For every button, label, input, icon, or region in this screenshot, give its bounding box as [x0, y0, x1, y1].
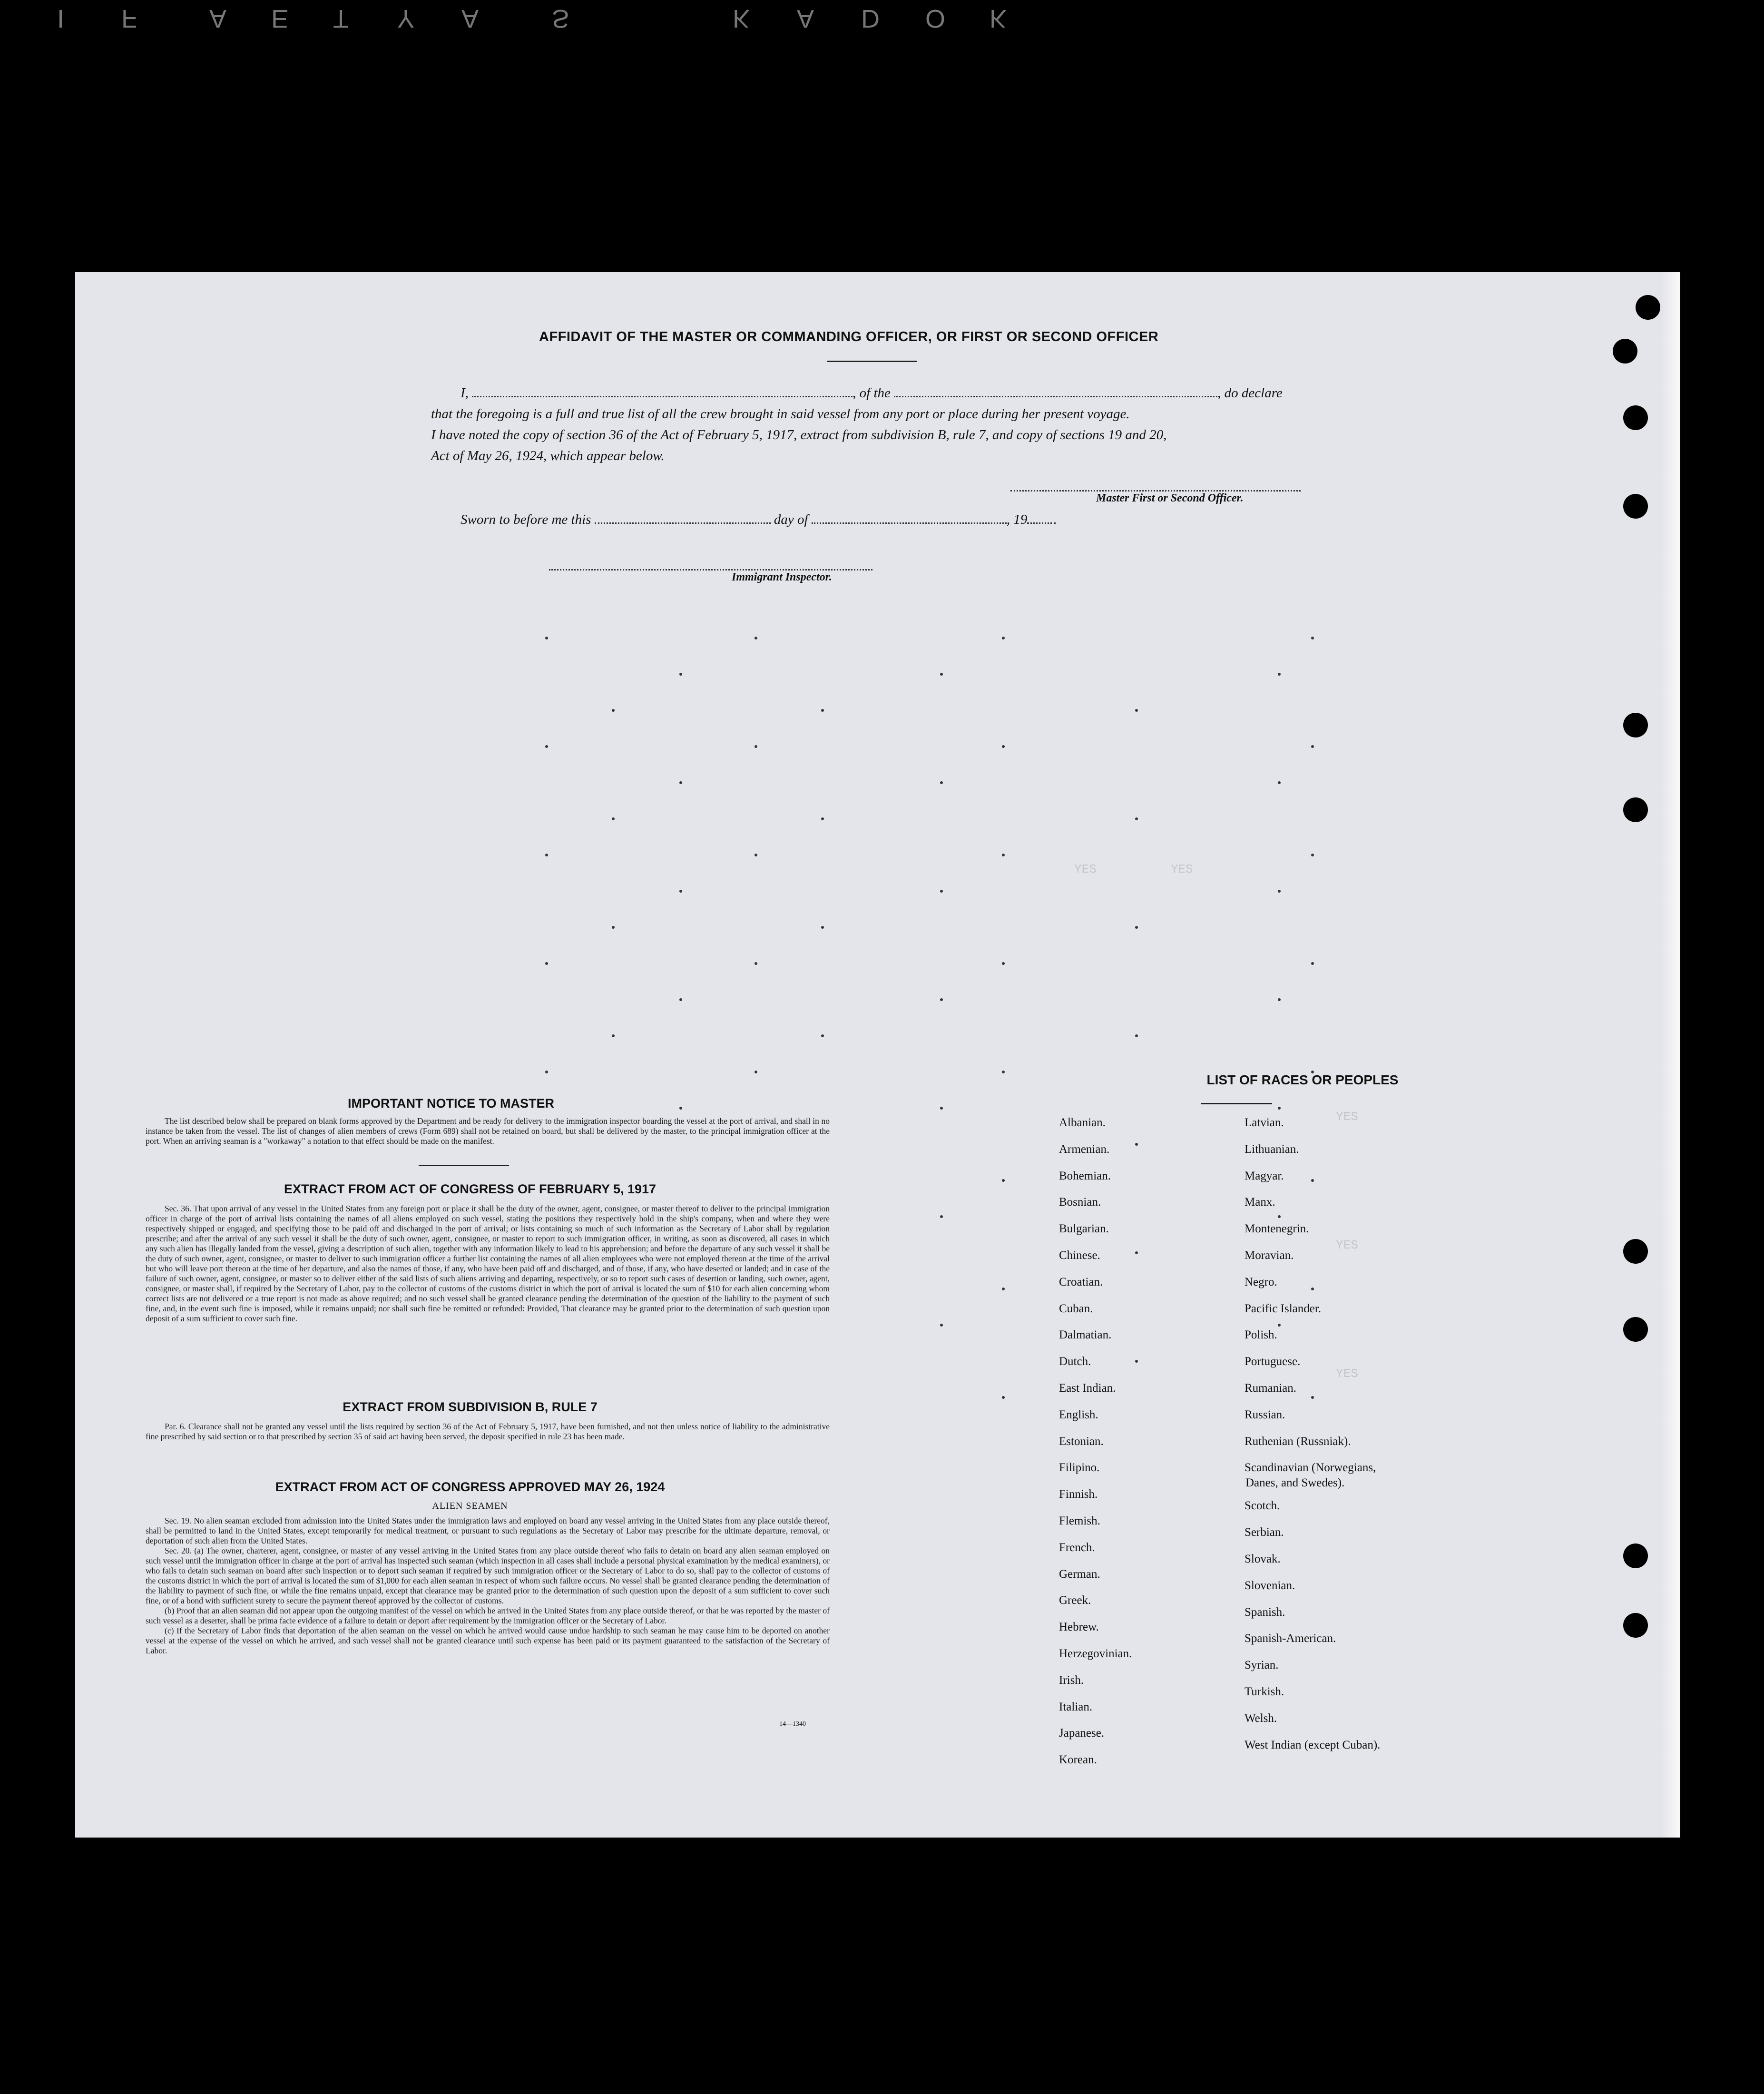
- race-item: Magyar.: [1245, 1169, 1284, 1182]
- film-letter: S: [552, 4, 569, 33]
- sec-20b-paragraph: (b) Proof that an alien seaman did not appear upon the outgoing manifest of the vessel on which he arrived in the United States from any place outside thereof, or that he was reported by the master of such vessel as a deserter, shall be prima facie evidence of a failure to detain or deport after requirement by the immigration officer or the Secretary of Labor.: [146, 1606, 830, 1625]
- races-rule: [1201, 1103, 1272, 1104]
- grid-dot: [940, 1324, 943, 1327]
- master-signature-field[interactable]: [1010, 483, 1301, 492]
- grid-dot: [679, 781, 682, 784]
- race-item: German.: [1059, 1567, 1100, 1581]
- race-item: Bosnian.: [1059, 1196, 1101, 1209]
- race-item: West Indian (except Cuban).: [1245, 1738, 1381, 1751]
- year-prefix: , 19: [1006, 512, 1028, 527]
- notice-paragraph: The list described below shall be prepared on blank forms approved by the Department and be ready for delivery to the immigration inspector boarding the vessel at the port of arrival, and shall in no instance be taken from the vessel. The list of changes of alien members of crews (Form 689) shall not be retained on board, but shall be delivered by the master, to the principal immigration officer at the port. When an arriving seaman is a "workaway" a notation to that effect should be made on the manifest.: [146, 1116, 830, 1146]
- film-letter: I: [57, 4, 65, 33]
- film-letter: K: [990, 4, 1007, 33]
- race-item: Polish.: [1245, 1328, 1277, 1342]
- sworn-before-label: Sworn to before me this: [461, 512, 591, 527]
- form-number: 14—1340: [779, 1720, 806, 1728]
- film-letter: A: [461, 4, 479, 33]
- extract-1917-title: EXTRACT FROM ACT OF CONGRESS OF FEBRUARY 5, 1917: [284, 1182, 657, 1196]
- race-item: Japanese.: [1059, 1727, 1105, 1740]
- page-edge: [1661, 272, 1680, 1838]
- grid-dot: [1002, 637, 1005, 639]
- race-item: French.: [1059, 1541, 1095, 1554]
- race-item: Manx.: [1245, 1196, 1275, 1209]
- race-item: Cuban.: [1059, 1302, 1093, 1315]
- grid-dot: [821, 926, 824, 929]
- grid-dot: [755, 745, 757, 748]
- races-title: LIST OF RACES OR PEOPLES: [1206, 1072, 1399, 1087]
- grid-dot: [1135, 1034, 1138, 1037]
- grid-dot: [612, 1034, 615, 1037]
- grid-dot: [940, 1215, 943, 1218]
- affidavit-of-the: , of the: [853, 385, 891, 401]
- grid-dot: [679, 673, 682, 676]
- affidavit-i: I,: [461, 385, 469, 401]
- extract-1924-title: EXTRACT FROM ACT OF CONGRESS APPROVED MAY 26, 1924: [275, 1480, 665, 1494]
- affidavit-line-2: that the foregoing is a full and true list of all the crew brought in said vessel from any port or place during her present voyage.: [431, 406, 1130, 422]
- race-item: Serbian.: [1245, 1526, 1284, 1539]
- race-item: Croatian.: [1059, 1275, 1103, 1288]
- grid-dot: [1135, 709, 1138, 712]
- notice-rule: [419, 1165, 509, 1166]
- grid-dot: [545, 962, 548, 965]
- film-letter: Y: [397, 4, 415, 33]
- race-item: Turkish.: [1245, 1685, 1284, 1698]
- master-name-field[interactable]: [472, 389, 853, 397]
- film-letter: O: [925, 4, 946, 33]
- binder-hole: [1623, 1239, 1648, 1264]
- race-item: Russian.: [1245, 1408, 1285, 1421]
- race-item: Irish.: [1059, 1673, 1084, 1687]
- grid-dot: [1278, 890, 1281, 893]
- race-item: Slovenian.: [1245, 1579, 1295, 1592]
- race-item: Lithuanian.: [1245, 1142, 1299, 1156]
- grid-dot: [821, 709, 824, 712]
- sworn-line: [461, 509, 1056, 530]
- binder-hole: [1623, 1543, 1648, 1568]
- race-item: Latvian.: [1245, 1116, 1284, 1129]
- sec-20a-paragraph: Sec. 20. (a) The owner, charterer, agent, consignee, or master of any vessel arriving in the United States from any place outside thereof who fails to detain on board any alien seaman employed on such vessel until the immigration officer in charge at the port of arrival has inspected such seaman (which inspection in all cases shall include a personal physical examination by the medical examiners), or who fails to detain such seaman on board after such inspection or to deport such seaman if required by such immigration officer or the Secretary of Labor to do so, shall pay to the collector of customs of the customs district in which the port of arrival is located the sum of $1,000 for each alien seaman in respect of whom such failure occurs. No vessel shall be granted clearance pending the determination of the liability to payment of such fine, or while the fine remains unpaid, except that clearance may be granted prior to the determination of such question upon the deposit of a sum sufficient to cover such fine, or of a bond with sufficient surety to secure the payment thereof approved by the collector of customs.: [146, 1546, 830, 1605]
- race-item: Moravian.: [1245, 1249, 1294, 1262]
- film-letter: T: [333, 4, 349, 33]
- grid-dot: [940, 781, 943, 784]
- race-item: Syrian.: [1245, 1659, 1279, 1672]
- grid-dot: [1278, 673, 1281, 676]
- extract-1917-text: [146, 1204, 830, 1324]
- race-item: Bohemian.: [1059, 1169, 1111, 1182]
- document-page: YES YES YES YES YES AFFIDAVIT OF THE MASTER OR COMMANDING OFFICER, OR FIRST OR SECOND OFFICER I, , of the , do declare that the foregoing is a full and true list of all the crew brought in said vessel from any port or place during her present voyage. I have noted the copy of section 36 of the Act of February 5, 1917, extract from subdivision B, rule 7, and copy of sections 19 and 20, Act of May 26, 1924, which appear below. Master First or Second Officer. Sworn to before me this day of , 19 Immigrant Inspector. IMPORTANT NOTICE TO MASTER The list described below shall be prepared on blank forms approved by the Department and be ready for delivery to the immigration inspector boarding the vessel at the port of arrival, and shall in no instance be taken from the vessel. The list of changes of alien members of crews (Form 689) shall not be retained on board, but shall be delivered by the master, to the principal immigration officer at the port. When an arriving seaman is a "workaway" a notation to that effect should be made on the manifest. EXTRACT FROM ACT OF CONGRESS OF FEBRUARY 5, 1917 Sec. 36. That upon arrival of any vessel in the United States from any foreign port or place it shall be the duty of the owner, agent, consignee, or master thereof to deliver to the principal immigration officer in charge of the port of arrival lists containing the names of all aliens employed on such vessel, stating the positions they respectively hold in the ship's company, when and where they were respectively shipped or engaged, and specifying those to be paid off and discharged in the port of arrival; or lists containing so much of such information as the Secretary of Labor shall by regulation prescribe; and after the arrival of any such vessel it shall be the duty of such owner, agent, consignee, or master to report to such immigration officer, in writing, as soon as discovered, all cases in which any such alien has illegally landed from the vessel, giving a description of such alien, together with any information likely to lead to his apprehension; and before the departure of any such vessel it shall be the duty of such owner, agent, consignee, or master to deliver to such immigration officer a further list containing the names of all alien employees who were not employed thereon at the time of the arrival but who will leave port thereon at the time of her departure, and also the names of those, if any, who have been paid off and discharged, and of those, if any, who have deserted or landed; and in case of the failure of such owner, agent, consignee, or master so to deliver either of the said lists of such aliens arriving and departing, respectively, or so to report such cases of desertion or landing, such owner, agent, consignee, or master shall, if required by the Secretary of Labor, pay to the collector of customs of the customs district in which the port of arrival is located the sum of $10 for each alien concerning whom correct lists are not delivered or a true report is not made as above required; and no such vessel shall be granted clearance pending the determination of the question of the liability to the payment of such fine, and, in the event such fine is imposed, while it remains unpaid; nor shall such fine be remitted or refunded: Provided, That clearance may be granted prior to the determination of such question upon deposit of a sum sufficient to cover such fine. EXTRACT FROM SUBDIVISION B, RULE 7 Par. 6. Clearance shall not be granted any vessel until the lists required by section 36 of the Act of February 5, 1917, have been furnished, and not then unless notice of liability to the administrative fine prescribed by said section or to that prescribed by section 35 of said act having been served, the deposit specified in rule 23 has been made. EXTRACT FROM ACT OF CONGRESS APPROVED MAY 26, 1924 ALIEN SEAMEN Sec. 19. No alien seaman excluded from admission into the United States under the immigration laws and employed on board any vessel arriving in the United States from any place outside thereof, shall be permitted to land in the United States, except temporarily for medical treatment, or pursuant to such regulations as the Secretary of Labor may prescribe for the ultimate departure, removal, or deportation of such alien from the United States. Sec. 20. (a) The owner, charterer, agent, consignee, or master of any vessel arriving in the United States from any place outside thereof who fails to detain on board any alien seaman employed on such vessel until the immigration officer in charge at the port of arrival has inspected such seaman (which inspection in all cases shall include a personal physical examination by the medical examiners), or who fails to detain such seaman on board after such inspection or to deport such seaman if required by such immigration officer or the Secretary of Labor to do so, shall pay to the collector of customs of the customs district in which the port of arrival is located the sum of $1,000 for each alien seaman in respect of whom such failure occurs. No vessel shall be granted clearance pending the determination of the liability to payment of such fine, or while the fine remains unpaid, except that clearance may be granted prior to the determination of such question upon the deposit of a sum sufficient to cover such fine, or of a bond with sufficient surety to secure the payment thereof approved by the collector of customs. (b) Proof that an alien seaman did not appear upon the outgoing manifest of the vessel on which he arrived in the United States from any place outside thereof, or that he was reported by the master of such vessel as a deserter, shall be prima facie evidence of a failure to detain or deport after requirement by the immigration officer or the Secretary of Labor. (c) If the Secretary of Labor finds that deportation of the alien seaman on the vessel on which he arrived would cause undue hardship to such seaman he may cause him to be deported on another vessel at the expense of the vessel on which he arrived, and such vessel shall not be granted clearance until such expense has been paid or its payment guaranteed to the satisfaction of the Secretary of Labor. 14—1340 LIST OF RACES OR PEOPLES Albanian. Armenian. Bohemian. Bosnian. Bulgarian. Chinese. Croatian. Cuban. Dalmatian. Dutch. East Indian. English. Estonian. Filipino. Finnish. Flemish. French. German. Greek. Hebrew. Herzegovinian. Irish. Italian. Japanese. Korean. Latvian. Lithuanian. Magyar. Manx. Montenegrin. Moravian. Negro. Pacific Islander. Polish. Portuguese. Rumanian. Russian. Ruthenian (Russniak). Scandinavian (Norwegians, Danes, and Swedes). Scotch. Serbian. Slovak. Slovenian. Spanish. Spanish-American. Syrian. Turkish. Welsh. West Indian (except Cuban).: [75, 272, 1680, 1838]
- race-item: Finnish.: [1059, 1488, 1098, 1501]
- grid-dot: [545, 745, 548, 748]
- grid-dot: [612, 926, 615, 929]
- race-item: Hebrew.: [1059, 1621, 1099, 1634]
- grid-dot: [940, 673, 943, 676]
- binder-hole: [1623, 494, 1648, 519]
- grid-dot: [940, 890, 943, 893]
- race-item: Flemish.: [1059, 1514, 1100, 1527]
- binder-hole: [1623, 797, 1648, 822]
- film-letter: F: [121, 4, 137, 33]
- grid-dot: [1278, 998, 1281, 1001]
- race-item: Herzegovinian.: [1059, 1647, 1132, 1660]
- affidavit-line-3: I have noted the copy of section 36 of the Act of February 5, 1917, extract from subdivision B, rule 7, and copy of sections 19 and 20,: [431, 427, 1167, 442]
- race-item: Portuguese.: [1245, 1355, 1301, 1368]
- affidavit-line-1: [461, 383, 1283, 403]
- film-letter: K: [733, 4, 750, 33]
- race-item: Filipino.: [1059, 1461, 1100, 1475]
- title-rule: [827, 361, 917, 362]
- affidavit-line-4: Act of May 26, 1924, which appear below.: [431, 448, 665, 463]
- grid-dot: [1002, 854, 1005, 856]
- sworn-day-field[interactable]: [595, 516, 771, 524]
- film-letter: A: [797, 4, 814, 33]
- race-item: Ruthenian (Russniak).: [1245, 1435, 1351, 1448]
- grid-dot: [545, 1071, 548, 1073]
- alien-seamen-subtitle: ALIEN SEAMEN: [432, 1501, 508, 1511]
- grid-dot: [1002, 1396, 1005, 1399]
- grid-dot: [1311, 1179, 1314, 1182]
- grid-dot: [1311, 854, 1314, 856]
- affidavit-declare: , do declare: [1217, 385, 1283, 401]
- grid-dot: [1278, 781, 1281, 784]
- race-item: Danes, and Swedes).: [1245, 1476, 1345, 1490]
- race-item: Montenegrin.: [1245, 1222, 1309, 1236]
- race-item: Spanish-American.: [1245, 1632, 1336, 1645]
- film-letter: E: [271, 4, 289, 33]
- race-item: Negro.: [1245, 1275, 1277, 1288]
- grid-dot: [940, 998, 943, 1001]
- master-signature-label: Master First or Second Officer.: [1096, 492, 1244, 504]
- extract-1924-text: [146, 1516, 830, 1656]
- grid-dot: [612, 817, 615, 820]
- race-item: Greek.: [1059, 1594, 1091, 1607]
- binder-hole: [1636, 295, 1660, 320]
- race-item: Albanian.: [1059, 1116, 1106, 1129]
- extract-rule7-text: [146, 1422, 830, 1442]
- race-item: Slovak.: [1245, 1553, 1281, 1565]
- grid-dot: [1002, 1071, 1005, 1073]
- grid-dot: [755, 637, 757, 639]
- grid-dot: [1135, 1143, 1138, 1146]
- grid-dot: [679, 890, 682, 893]
- race-item: Scandinavian (Norwegians,: [1245, 1461, 1376, 1475]
- day-of-label: day of: [774, 512, 808, 527]
- grid-dot: [1002, 1288, 1005, 1290]
- race-item: Dutch.: [1059, 1355, 1091, 1368]
- binder-hole: [1623, 405, 1648, 430]
- notice-title: IMPORTANT NOTICE TO MASTER: [348, 1096, 554, 1111]
- inspector-signature-field[interactable]: [549, 562, 872, 570]
- affidavit-title: AFFIDAVIT OF THE MASTER OR COMMANDING OFFICER, OR FIRST OR SECOND OFFICER: [539, 329, 1159, 344]
- race-item: Estonian.: [1059, 1435, 1104, 1448]
- grid-dot: [1311, 1396, 1314, 1399]
- race-item: Bulgarian.: [1059, 1222, 1109, 1236]
- grid-dot: [1135, 817, 1138, 820]
- race-item: Scotch.: [1245, 1499, 1280, 1513]
- grid-dot: [755, 854, 757, 856]
- grid-dot: [1135, 1251, 1138, 1254]
- grid-dot: [545, 637, 548, 639]
- race-item: East Indian.: [1059, 1382, 1116, 1395]
- binder-hole: [1623, 1613, 1648, 1638]
- inspector-label: Immigrant Inspector.: [732, 571, 832, 583]
- grid-dot: [1278, 1107, 1281, 1110]
- film-letter: A: [209, 4, 227, 33]
- grid-dot: [755, 1071, 757, 1073]
- grid-dot: [1135, 1360, 1138, 1363]
- race-item: Rumanian.: [1245, 1382, 1297, 1395]
- sworn-year-field[interactable]: [1027, 516, 1056, 524]
- binder-hole: [1623, 713, 1648, 737]
- grid-dot: [755, 962, 757, 965]
- film-edge-markings: [0, 0, 1764, 43]
- grid-dot: [821, 1034, 824, 1037]
- race-item: Chinese.: [1059, 1249, 1100, 1262]
- extract-rule7-title: EXTRACT FROM SUBDIVISION B, RULE 7: [343, 1400, 598, 1414]
- race-item: Spanish.: [1245, 1605, 1285, 1619]
- grid-dot: [1135, 926, 1138, 929]
- grid-dot: [1311, 962, 1314, 965]
- grid-dot: [1002, 745, 1005, 748]
- sec-19-paragraph: Sec. 19. No alien seaman excluded from admission into the United States under the immigration laws and employed on board any vessel arriving in the United States from any place outside thereof, shall be permitted to land in the United States, except temporarily for medical treatment, or pursuant to such regulations as the Secretary of Labor may prescribe for the ultimate departure, removal, or deportation of such alien from the United States.: [146, 1516, 830, 1545]
- grid-dot: [1311, 1288, 1314, 1290]
- race-item: Dalmatian.: [1059, 1328, 1112, 1342]
- race-item: Welsh.: [1245, 1711, 1277, 1725]
- film-letter: D: [861, 4, 880, 33]
- grid-dot: [821, 817, 824, 820]
- binder-hole: [1613, 339, 1637, 364]
- par-6-paragraph: Par. 6. Clearance shall not be granted any vessel until the lists required by section 36 of the Act of February 5, 1917, have been furnished, and not then unless notice of liability to the administrative fine prescribed by said section or to that prescribed by section 35 of said act having been served, the deposit specified in rule 23 has been made.: [146, 1422, 830, 1441]
- grid-dot: [1002, 1179, 1005, 1182]
- race-item: Armenian.: [1059, 1142, 1110, 1156]
- grid-dot: [679, 998, 682, 1001]
- grid-dot: [1278, 1324, 1281, 1327]
- race-item: Pacific Islander.: [1245, 1302, 1322, 1315]
- grid-dot: [940, 1107, 943, 1110]
- race-item: Korean.: [1059, 1753, 1097, 1767]
- binder-hole: [1623, 1317, 1648, 1342]
- vessel-name-field[interactable]: [894, 389, 1217, 397]
- grid-dot: [545, 854, 548, 856]
- sworn-month-field[interactable]: [812, 516, 1007, 524]
- grid-dot: [1278, 1215, 1281, 1218]
- grid-dot: [612, 709, 615, 712]
- grid-dot: [1311, 637, 1314, 639]
- sec-36-paragraph: Sec. 36. That upon arrival of any vessel in the United States from any foreign port or place it shall be the duty of the owner, agent, consignee, or master thereof to deliver to the principal immigration officer in charge of the port of arrival lists containing the names of all aliens employed on such vessel, stating the positions they respectively hold in the ship's company, when and where they were respectively shipped or engaged, and specifying those to be paid off and discharged in the port of arrival; or lists containing so much of such information as the Secretary of Labor shall by regulation prescribe; and after the arrival of any such vessel it shall be the duty of such owner, agent, consignee, or master to report to such immigration officer, in writing, as soon as discovered, all cases in which any such alien has illegally landed from the vessel, giving a description of such alien, together with any information likely to lead to his apprehension; and before the departure of any such vessel it shall be the duty of such owner, agent, consignee, or master to deliver to such immigration officer a further list containing the names of all alien employees who were not employed thereon at the time of the arrival but who will leave port thereon at the time of her departure, and also the names of those, if any, who have been paid off and discharged, and of those, if any, who have deserted or landed; and in case of the failure of such owner, agent, consignee, or master so to deliver either of the said lists of such aliens arriving and departing, respectively, or so to report such cases of desertion or landing, such owner, agent, consignee, or master shall, if required by the Secretary of Labor, pay to the collector of customs of the customs district in which the port of arrival is located the sum of $10 for each alien concerning whom correct lists are not delivered or a true report is not made as above required; and no such vessel shall be granted clearance pending the determination of the question of the liability to the payment of such fine, and, in the event such fine is imposed, while it remains unpaid; nor shall such fine be remitted or refunded: Provided, That clearance may be granted prior to the determination of such question upon deposit of a sum sufficient to cover such fine.: [146, 1204, 830, 1323]
- notice-text: [146, 1116, 830, 1146]
- sec-20c-paragraph: (c) If the Secretary of Labor finds that deportation of the alien seaman on the vessel on which he arrived would cause undue hardship to such seaman he may cause him to be deported on another vessel at the expense of the vessel on which he arrived, and such vessel shall not be granted clearance until such expense has been paid or its payment guaranteed to the satisfaction of the Secretary of Labor.: [146, 1626, 830, 1655]
- race-item: English.: [1059, 1408, 1098, 1421]
- grid-dot: [1311, 745, 1314, 748]
- race-item: Italian.: [1059, 1700, 1093, 1713]
- grid-dot: [1002, 962, 1005, 965]
